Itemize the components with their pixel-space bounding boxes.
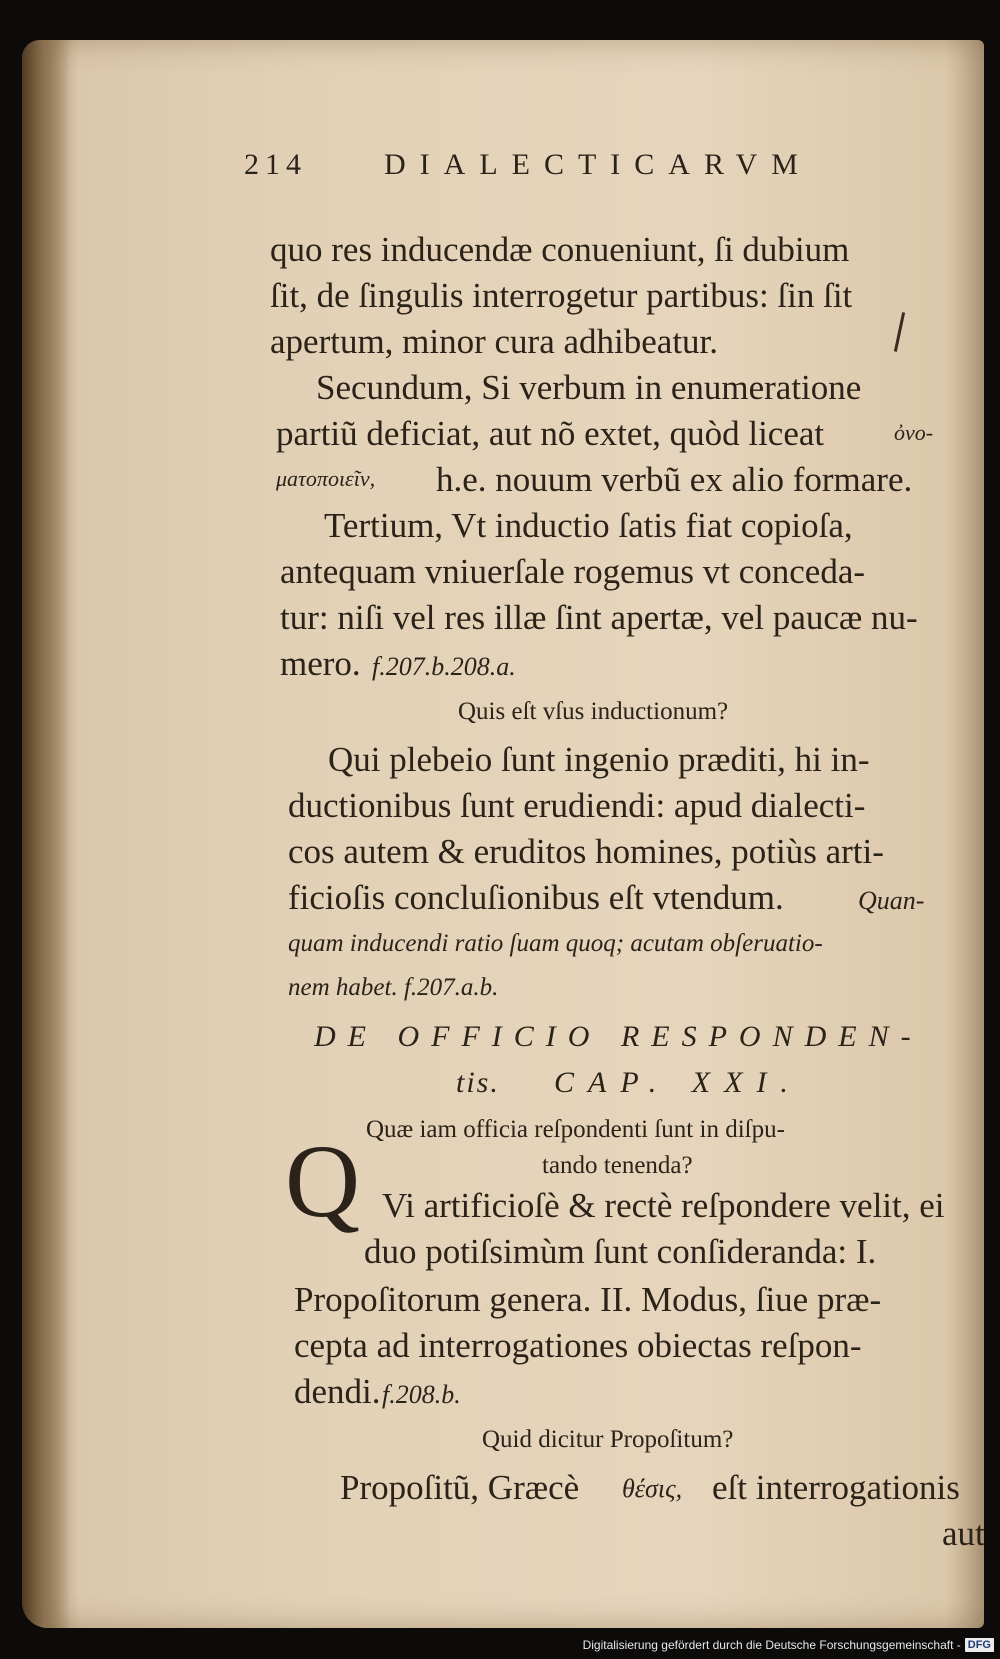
greek-word-onoma: ὀνο- — [894, 420, 934, 445]
text-line: antequam vniuerſale rogemus vt conceda- — [280, 552, 866, 591]
text-line: cepta ad interrogationes obiectas reſpon- — [294, 1326, 862, 1365]
reference-1: f.207.b.208.a. — [372, 652, 516, 681]
running-head: DIALECTICARVM — [384, 148, 812, 181]
text-line: cos autem & eruditos homines, potiùs arti- — [288, 832, 884, 871]
text-line: tur: niſi vel res illæ ſint apertæ, vel paucæ nu- — [280, 598, 918, 637]
text-line: ductionibus ſunt erudiendi: apud dialecti- — [288, 786, 866, 825]
footer-text: Digitalisierung gefördert durch die Deutsche Forschungsgemeinschaft - — [582, 1638, 961, 1652]
text-line: quo res inducendæ conueniunt, ſi dubium — [270, 230, 850, 269]
text-line: Tertium, Vt inductio ſatis fiat copioſa, — [324, 506, 853, 545]
text-line: tando tenenda? — [542, 1152, 693, 1179]
text-line: ſit, de ſingulis interrogetur partibus: ſin ſit — [270, 276, 853, 315]
ink-mark — [894, 312, 905, 352]
text-line: mero. — [280, 644, 361, 683]
text-line: partiũ deficiat, aut nõ extet, quòd liceat — [276, 414, 825, 453]
text-line: Quis eſt vſus inductionum? — [458, 698, 729, 725]
text-line: Quid dicitur Propoſitum? — [482, 1426, 734, 1453]
text-line: apertum, minor cura adhibeatur. — [270, 322, 719, 361]
greek-word-thesis: θέσις, — [622, 1474, 683, 1503]
text-line: Propoſitũ, Græcè — [340, 1468, 580, 1507]
text-line: ficioſis concluſionibus eſt vtendum. — [288, 878, 784, 917]
greek-word-onomatopoiein: μaτοποιεῖν, — [276, 466, 376, 491]
dfg-logo: DFG — [965, 1638, 994, 1652]
text-line: Qui plebeio ſunt ingenio præditi, hi in- — [328, 740, 870, 779]
text-line: Secundum, Si verbum in enumeratione — [316, 368, 862, 407]
text-line: duo potiſsimùm ſunt conſideranda: I. — [364, 1232, 877, 1271]
text-line: dendi. — [294, 1372, 381, 1411]
footer-bar — [583, 1634, 994, 1656]
book-page — [22, 40, 984, 1628]
drop-cap: Q — [285, 1124, 361, 1239]
text-line: eſt interrogationis — [712, 1468, 960, 1507]
text-line: quam inducendi ratio ſuam quoq; acutam obſeruatio- — [288, 930, 823, 957]
text-line: Vi artificioſè & rectè reſpondere velit, ei — [382, 1186, 945, 1225]
text-line: nem habet. f.207.a.b. — [288, 974, 499, 1001]
text-line: Quæ iam officia reſpondenti ſunt in diſpu- — [366, 1116, 785, 1143]
text-line: h.e. nouum verbũ ex alio formare. — [436, 460, 913, 499]
chapter-heading-line-2b: CAP. XXI. — [554, 1066, 802, 1099]
chapter-heading-line-1: DE OFFICIO RESPONDEN- — [314, 1020, 923, 1053]
quan-word: Quan- — [858, 886, 925, 915]
reference-2: f.208.b. — [382, 1380, 461, 1409]
text-line: Propoſitorum genera. II. Modus, ſiue præ- — [294, 1280, 882, 1319]
chapter-heading-line-2a: tis. — [456, 1066, 500, 1099]
text-line: aut — [942, 1514, 985, 1553]
page-number: 214 — [244, 148, 307, 181]
